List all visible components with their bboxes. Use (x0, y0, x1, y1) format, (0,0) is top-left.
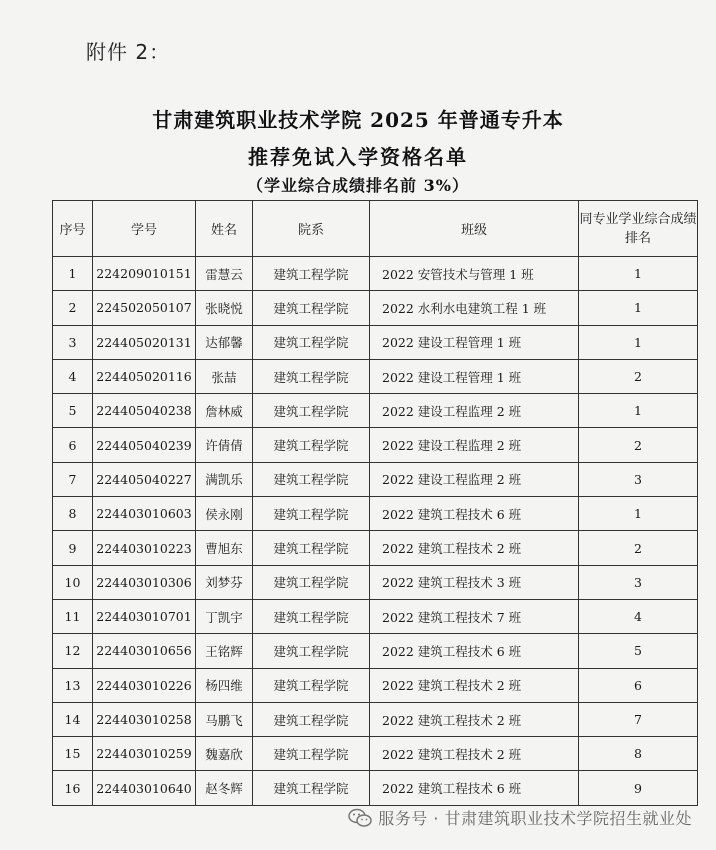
cell-class: 2022 建筑工程技术 2 班 (370, 668, 579, 702)
cell-seq: 15 (53, 737, 93, 771)
cell-student-id: 224405040238 (93, 394, 196, 428)
watermark-text: 服务号 · 甘肃建筑职业技术学院招生就业处 (378, 809, 692, 828)
table-row (53, 771, 698, 805)
cell-student-id: 224403010223 (93, 531, 196, 565)
table-header-row (53, 201, 698, 257)
cell-name: 赵冬辉 (196, 771, 253, 805)
cell-seq: 16 (53, 771, 93, 805)
table-row (53, 291, 698, 325)
cell-class: 2022 建筑工程技术 2 班 (370, 702, 579, 736)
cell-class: 2022 水利水电建筑工程 1 班 (370, 291, 579, 325)
table-row (53, 325, 698, 359)
cell-name: 满凯乐 (196, 462, 253, 496)
cell-seq: 4 (53, 359, 93, 393)
header-seq: 序号 (53, 201, 93, 257)
cell-department: 建筑工程学院 (253, 668, 370, 702)
cell-department: 建筑工程学院 (253, 257, 370, 291)
cell-rank: 1 (579, 257, 698, 291)
cell-name: 曹旭东 (196, 531, 253, 565)
cell-seq: 12 (53, 634, 93, 668)
table-row (53, 428, 698, 462)
cell-rank: 3 (579, 462, 698, 496)
cell-class: 2022 建筑工程技术 2 班 (370, 531, 579, 565)
wechat-icon (348, 808, 372, 828)
cell-department: 建筑工程学院 (253, 497, 370, 531)
header-rank: 同专业学业综合成绩排名 (579, 201, 698, 257)
table-row (53, 462, 698, 496)
cell-department: 建筑工程学院 (253, 599, 370, 633)
cell-rank: 2 (579, 531, 698, 565)
table-row (53, 668, 698, 702)
cell-name: 魏嘉欣 (196, 737, 253, 771)
cell-student-id: 224403010640 (93, 771, 196, 805)
cell-seq: 7 (53, 462, 93, 496)
cell-student-id: 224405020131 (93, 325, 196, 359)
cell-seq: 11 (53, 599, 93, 633)
cell-class: 2022 安管技术与管理 1 班 (370, 257, 579, 291)
cell-department: 建筑工程学院 (253, 428, 370, 462)
table-row (53, 565, 698, 599)
cell-student-id: 224405040227 (93, 462, 196, 496)
cell-rank: 2 (579, 428, 698, 462)
cell-name: 杨四维 (196, 668, 253, 702)
cell-department: 建筑工程学院 (253, 291, 370, 325)
cell-department: 建筑工程学院 (253, 634, 370, 668)
cell-class: 2022 建筑工程技术 3 班 (370, 565, 579, 599)
table-row (53, 599, 698, 633)
cell-name: 雷慧云 (196, 257, 253, 291)
cell-student-id: 224405020116 (93, 359, 196, 393)
cell-name: 张晓悦 (196, 291, 253, 325)
header-student-id: 学号 (93, 201, 196, 257)
cell-seq: 14 (53, 702, 93, 736)
cell-rank: 4 (579, 599, 698, 633)
table-body (53, 257, 698, 806)
cell-rank: 1 (579, 394, 698, 428)
cell-student-id: 224403010656 (93, 634, 196, 668)
cell-class: 2022 建设工程监理 2 班 (370, 428, 579, 462)
cell-class: 2022 建筑工程技术 7 班 (370, 599, 579, 633)
cell-department: 建筑工程学院 (253, 325, 370, 359)
cell-name: 达郁馨 (196, 325, 253, 359)
cell-class: 2022 建设工程管理 1 班 (370, 325, 579, 359)
document-title-line1: 甘肃建筑职业技术学院 2025 年普通专升本 (152, 108, 564, 132)
cell-name: 许倩倩 (196, 428, 253, 462)
cell-name: 侯永刚 (196, 497, 253, 531)
cell-rank: 7 (579, 702, 698, 736)
table-row (53, 702, 698, 736)
cell-seq: 6 (53, 428, 93, 462)
table-row (53, 359, 698, 393)
cell-rank: 3 (579, 565, 698, 599)
document-title-line2: 推荐免试入学资格名单 (248, 145, 468, 169)
table-row (53, 634, 698, 668)
header-department: 院系 (253, 201, 370, 257)
cell-department: 建筑工程学院 (253, 531, 370, 565)
cell-rank: 1 (579, 291, 698, 325)
cell-student-id: 224405040239 (93, 428, 196, 462)
cell-class: 2022 建筑工程技术 6 班 (370, 771, 579, 805)
cell-name: 刘梦芬 (196, 565, 253, 599)
cell-seq: 1 (53, 257, 93, 291)
cell-seq: 5 (53, 394, 93, 428)
cell-department: 建筑工程学院 (253, 565, 370, 599)
cell-student-id: 224403010258 (93, 702, 196, 736)
cell-department: 建筑工程学院 (253, 394, 370, 428)
cell-student-id: 224403010701 (93, 599, 196, 633)
cell-rank: 9 (579, 771, 698, 805)
cell-name: 张喆 (196, 359, 253, 393)
cell-seq: 2 (53, 291, 93, 325)
cell-rank: 2 (579, 359, 698, 393)
table-row (53, 257, 698, 291)
cell-seq: 13 (53, 668, 93, 702)
cell-class: 2022 建设工程监理 2 班 (370, 462, 579, 496)
header-class: 班级 (370, 201, 579, 257)
cell-class: 2022 建筑工程技术 6 班 (370, 497, 579, 531)
cell-class: 2022 建设工程管理 1 班 (370, 359, 579, 393)
cell-seq: 3 (53, 325, 93, 359)
table-row (53, 531, 698, 565)
cell-department: 建筑工程学院 (253, 737, 370, 771)
cell-student-id: 224403010603 (93, 497, 196, 531)
table-row (53, 737, 698, 771)
cell-student-id: 224403010259 (93, 737, 196, 771)
cell-seq: 9 (53, 531, 93, 565)
cell-name: 詹林威 (196, 394, 253, 428)
cell-seq: 8 (53, 497, 93, 531)
cell-student-id: 224403010226 (93, 668, 196, 702)
cell-name: 丁凯宇 (196, 599, 253, 633)
recommendation-table (52, 200, 698, 806)
cell-rank: 1 (579, 497, 698, 531)
table-row (53, 394, 698, 428)
cell-name: 王铭辉 (196, 634, 253, 668)
cell-department: 建筑工程学院 (253, 702, 370, 736)
cell-class: 2022 建设工程监理 2 班 (370, 394, 579, 428)
attachment-label: 附件 2： (86, 40, 171, 64)
cell-class: 2022 建筑工程技术 6 班 (370, 634, 579, 668)
cell-rank: 8 (579, 737, 698, 771)
table-row (53, 497, 698, 531)
cell-name: 马鹏飞 (196, 702, 253, 736)
cell-student-id: 224403010306 (93, 565, 196, 599)
cell-class: 2022 建筑工程技术 2 班 (370, 737, 579, 771)
cell-rank: 5 (579, 634, 698, 668)
cell-student-id: 224209010151 (93, 257, 196, 291)
document-subtitle: （学业综合成绩排名前 3%） (247, 176, 469, 195)
cell-rank: 1 (579, 325, 698, 359)
cell-department: 建筑工程学院 (253, 462, 370, 496)
cell-rank: 6 (579, 668, 698, 702)
cell-department: 建筑工程学院 (253, 359, 370, 393)
watermark (348, 806, 692, 829)
cell-seq: 10 (53, 565, 93, 599)
cell-student-id: 224502050107 (93, 291, 196, 325)
header-name: 姓名 (196, 201, 253, 257)
cell-department: 建筑工程学院 (253, 771, 370, 805)
